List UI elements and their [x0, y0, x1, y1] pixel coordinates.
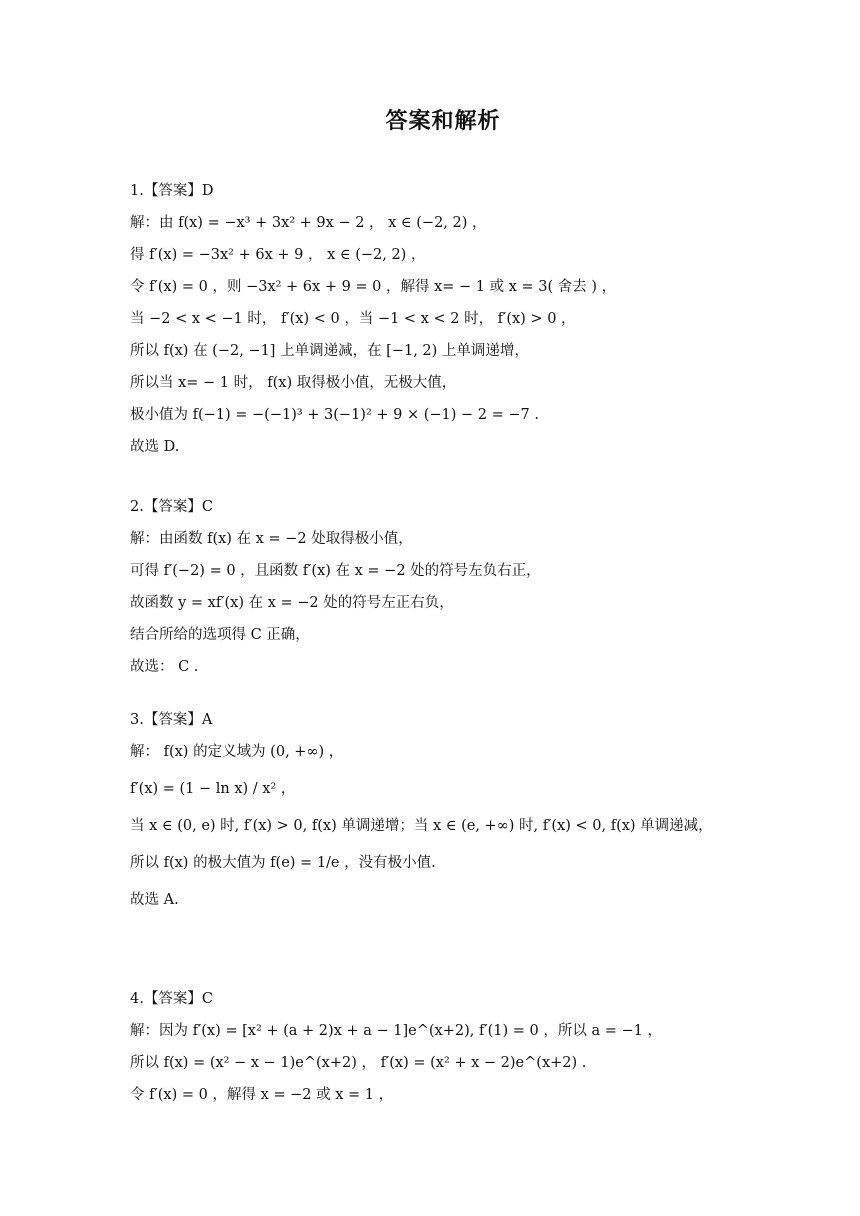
solution-line: 令 f′(x) = 0 ，解得 x = −2 或 x = 1 ， — [130, 1087, 394, 1103]
solution-line: 令 f′(x) = 0 ，则 −3x² + 6x + 9 = 0 ，解得 x= − 1 或 x = 3( 舍去 ) ， — [130, 279, 617, 295]
solution-line: 解：由 f(x) = −x³ + 3x² + 9x − 2 ， x ∈ (−2, 2) ， — [130, 215, 487, 231]
solution-line: 解： f(x) 的定义域为 (0, +∞) ， — [130, 744, 344, 760]
answer-header: 3.【答案】A — [130, 712, 213, 728]
conclusion-line: 故选 A. — [130, 892, 179, 908]
solution-line: 可得 f′(−2) = 0 ，且函数 f′(x) 在 x = −2 处的符号左负右正， — [130, 563, 541, 579]
solution-line: 当 x ∈ (0, e) 时, f′(x) > 0, f(x) 单调递增；当 x ∈ (e, +∞) 时, f′(x) < 0, f(x) 单调递减， — [130, 818, 713, 834]
answer-block-4 — [130, 983, 830, 1111]
solution-line: 所以 f(x) = (x² − x − 1)e^(x+2) ， f′(x) = (x² + x − 2)e^(x+2) . — [130, 1055, 587, 1071]
solution-line: 得 f′(x) = −3x² + 6x + 9 ， x ∈ (−2, 2) ， — [130, 247, 426, 263]
solution-line: 极小值为 f(−1) = −(−1)³ + 3(−1)² + 9 × (−1) − 2 = −7 . — [130, 407, 539, 423]
solution-line: f′(x) = (1 − ln x) / x² ， — [130, 781, 296, 797]
solution-line: 解：因为 f′(x) = [x² + (a + 2)x + a − 1]e^(x+2), f′(1) = 0 ，所以 a = −1 ， — [130, 1023, 662, 1039]
solution-line: 结合所给的选项得 C 正确， — [130, 627, 310, 643]
solution-line: 故函数 y = xf′(x) 在 x = −2 处的符号左正右负， — [130, 595, 454, 611]
conclusion-line: 故选： C . — [130, 659, 199, 675]
solution-line: 解：由函数 f(x) 在 x = −2 处取得极小值， — [130, 531, 413, 547]
solution-line: 所以 f(x) 在 (−2, −1] 上单调递减，在 [−1, 2) 上单调递增， — [130, 343, 529, 359]
solution-line: 当 −2 < x < −1 时， f′(x) < 0 ，当 −1 < x < 2 时， f′(x) > 0 ， — [130, 311, 576, 327]
answer-block-2 — [130, 491, 830, 683]
answer-header: 1.【答案】D — [130, 183, 214, 199]
answer-block-3 — [130, 704, 830, 916]
page-title: 答案和解析 — [385, 109, 501, 134]
solution-line: 所以当 x= − 1 时， f(x) 取得极小值，无极大值， — [130, 375, 457, 391]
answer-block-1 — [130, 175, 830, 463]
answer-header: 4.【答案】C — [130, 991, 213, 1007]
solution-line: 所以 f(x) 的极大值为 f(e) = 1/e ，没有极小值. — [130, 855, 436, 871]
answer-header: 2.【答案】C — [130, 499, 213, 515]
conclusion-line: 故选 D. — [130, 439, 180, 455]
